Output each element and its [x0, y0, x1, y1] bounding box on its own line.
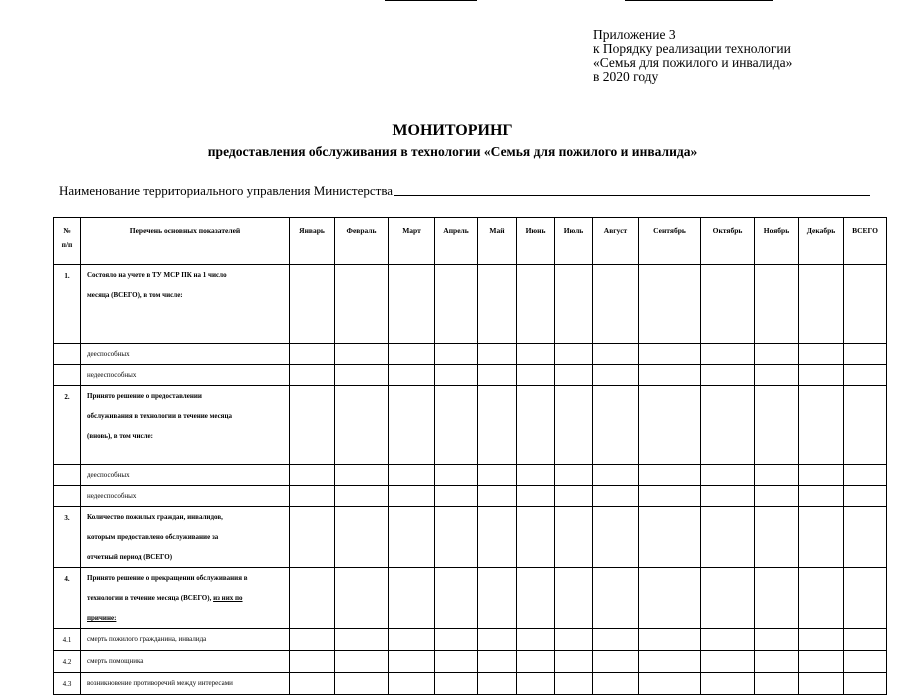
- data-cell[interactable]: [335, 344, 389, 365]
- row-number: 1.: [54, 265, 81, 344]
- management-fill-line: [394, 195, 870, 196]
- data-cell[interactable]: [844, 365, 887, 386]
- row-indicator: [81, 486, 290, 507]
- table-row: [54, 568, 887, 629]
- data-cell[interactable]: [435, 673, 478, 695]
- header-month: Июнь: [517, 218, 555, 265]
- table-row: [54, 365, 887, 386]
- data-cell[interactable]: [701, 465, 755, 486]
- indicator-line: Принято решение о предоставлении: [87, 392, 202, 400]
- data-cell[interactable]: [478, 568, 517, 629]
- data-cell[interactable]: [593, 507, 639, 568]
- data-cell[interactable]: [844, 486, 887, 507]
- header-month: Январь: [290, 218, 335, 265]
- data-cell[interactable]: [844, 673, 887, 695]
- header-month: Октябрь: [701, 218, 755, 265]
- header-month: Май: [478, 218, 517, 265]
- data-cell[interactable]: [389, 651, 435, 673]
- data-cell[interactable]: [799, 365, 844, 386]
- data-cell[interactable]: [593, 651, 639, 673]
- data-cell[interactable]: [844, 344, 887, 365]
- data-cell[interactable]: [290, 486, 335, 507]
- appendix-line: «Семья для пожилого и инвалида»: [593, 55, 793, 70]
- data-cell[interactable]: [555, 265, 593, 344]
- data-cell[interactable]: [639, 568, 701, 629]
- table-row: [54, 673, 887, 695]
- data-cell[interactable]: [639, 386, 701, 465]
- data-cell[interactable]: [517, 265, 555, 344]
- data-cell[interactable]: [478, 344, 517, 365]
- indicator-line: смерть пожилого гражданина, инвалида: [87, 635, 207, 643]
- data-cell[interactable]: [435, 344, 478, 365]
- table-row: [54, 386, 887, 465]
- data-cell[interactable]: [755, 651, 799, 673]
- data-cell[interactable]: [478, 265, 517, 344]
- table-row: [54, 465, 887, 486]
- data-cell[interactable]: [389, 344, 435, 365]
- data-cell[interactable]: [478, 386, 517, 465]
- data-cell[interactable]: [478, 465, 517, 486]
- data-cell[interactable]: [755, 465, 799, 486]
- data-cell[interactable]: [799, 507, 844, 568]
- table-body: [54, 265, 887, 695]
- data-cell[interactable]: [593, 673, 639, 695]
- row-indicator: [81, 507, 290, 568]
- data-cell[interactable]: [435, 386, 478, 465]
- data-cell[interactable]: [844, 265, 887, 344]
- data-cell[interactable]: [639, 265, 701, 344]
- management-label: Наименование территориального управления Министерства: [59, 183, 394, 198]
- data-cell[interactable]: [290, 386, 335, 465]
- data-cell[interactable]: [290, 365, 335, 386]
- data-cell[interactable]: [755, 265, 799, 344]
- data-cell[interactable]: [290, 344, 335, 365]
- row-number: 4.1: [54, 629, 81, 651]
- data-cell[interactable]: [799, 265, 844, 344]
- indicator-line: причине:: [87, 614, 117, 622]
- data-cell[interactable]: [799, 673, 844, 695]
- data-cell[interactable]: [290, 651, 335, 673]
- top-border-line-left: [385, 0, 477, 1]
- data-cell[interactable]: [435, 568, 478, 629]
- data-cell[interactable]: [290, 673, 335, 695]
- row-number: [54, 344, 81, 365]
- data-cell[interactable]: [555, 344, 593, 365]
- table-row: [54, 486, 887, 507]
- row-number: [54, 486, 81, 507]
- indicator-line: возникновение противоречий между интересами: [87, 679, 233, 687]
- data-cell[interactable]: [389, 673, 435, 695]
- row-number: 4.2: [54, 651, 81, 673]
- data-cell[interactable]: [755, 673, 799, 695]
- data-cell[interactable]: [799, 386, 844, 465]
- data-cell[interactable]: [335, 651, 389, 673]
- data-cell[interactable]: [639, 465, 701, 486]
- data-cell[interactable]: [639, 365, 701, 386]
- data-cell[interactable]: [478, 651, 517, 673]
- data-cell[interactable]: [799, 344, 844, 365]
- data-cell[interactable]: [335, 486, 389, 507]
- data-cell[interactable]: [593, 344, 639, 365]
- data-cell[interactable]: [290, 465, 335, 486]
- data-cell[interactable]: [701, 386, 755, 465]
- data-cell[interactable]: [701, 365, 755, 386]
- data-cell[interactable]: [755, 344, 799, 365]
- data-cell[interactable]: [555, 568, 593, 629]
- data-cell[interactable]: [639, 486, 701, 507]
- data-cell[interactable]: [701, 568, 755, 629]
- data-cell[interactable]: [435, 507, 478, 568]
- indicator-line: дееспособных: [87, 471, 130, 479]
- header-month: Сентябрь: [639, 218, 701, 265]
- data-cell[interactable]: [517, 486, 555, 507]
- header-month: Апрель: [435, 218, 478, 265]
- data-cell[interactable]: [290, 265, 335, 344]
- data-cell[interactable]: [701, 486, 755, 507]
- data-cell[interactable]: [335, 386, 389, 465]
- data-cell[interactable]: [844, 651, 887, 673]
- data-cell[interactable]: [335, 465, 389, 486]
- data-cell[interactable]: [389, 386, 435, 465]
- data-cell[interactable]: [517, 651, 555, 673]
- data-cell[interactable]: [335, 365, 389, 386]
- indicator-line: отчетный период (ВСЕГО): [87, 553, 173, 561]
- document-subtitle: предоставления обслуживания в технологии «Семья для пожилого и инвалида»: [207, 144, 698, 159]
- data-cell[interactable]: [555, 507, 593, 568]
- data-cell[interactable]: [435, 365, 478, 386]
- data-cell[interactable]: [555, 465, 593, 486]
- data-cell[interactable]: [593, 486, 639, 507]
- data-cell[interactable]: [755, 365, 799, 386]
- data-cell[interactable]: [555, 486, 593, 507]
- data-cell[interactable]: [593, 386, 639, 465]
- data-cell[interactable]: [555, 365, 593, 386]
- data-cell[interactable]: [389, 365, 435, 386]
- data-cell[interactable]: [701, 651, 755, 673]
- data-cell[interactable]: [701, 344, 755, 365]
- row-indicator: [81, 651, 290, 673]
- header-indicators: Перечень основных показателей: [81, 218, 290, 265]
- header-month: Ноябрь: [755, 218, 799, 265]
- data-cell[interactable]: [639, 344, 701, 365]
- indicator-line: которым предоставлено обслуживание за: [87, 533, 219, 541]
- indicator-line: недееспособных: [87, 371, 137, 379]
- header-total: ВСЕГО: [844, 218, 887, 265]
- data-cell[interactable]: [799, 465, 844, 486]
- data-cell[interactable]: [290, 507, 335, 568]
- data-cell[interactable]: [755, 386, 799, 465]
- data-cell[interactable]: [799, 486, 844, 507]
- data-cell[interactable]: [639, 507, 701, 568]
- table-header-row: [54, 218, 887, 265]
- data-cell[interactable]: [517, 386, 555, 465]
- data-cell[interactable]: [844, 465, 887, 486]
- header-month: Август: [593, 218, 639, 265]
- appendix-note: [593, 28, 792, 84]
- data-cell[interactable]: [517, 465, 555, 486]
- data-cell[interactable]: [335, 507, 389, 568]
- header-month: Февраль: [335, 218, 389, 265]
- table-row: [54, 344, 887, 365]
- table-row: [54, 265, 887, 344]
- data-cell[interactable]: [335, 265, 389, 344]
- row-number: 3.: [54, 507, 81, 568]
- header-month: Декабрь: [799, 218, 844, 265]
- data-cell[interactable]: [639, 651, 701, 673]
- underlined-text: из них по: [213, 594, 243, 602]
- header-month: Март: [389, 218, 435, 265]
- indicator-line: Состояло на учете в ТУ МСР ПК на 1 число: [87, 271, 227, 279]
- data-cell[interactable]: [799, 651, 844, 673]
- data-cell[interactable]: [701, 507, 755, 568]
- data-cell[interactable]: [435, 465, 478, 486]
- data-cell[interactable]: [701, 673, 755, 695]
- row-indicator: [81, 265, 290, 344]
- row-indicator: [81, 365, 290, 386]
- data-cell[interactable]: [435, 651, 478, 673]
- data-cell[interactable]: [844, 386, 887, 465]
- row-number: 4.: [54, 568, 81, 629]
- indicator-line: Количество пожилых граждан, инвалидов,: [87, 513, 223, 521]
- indicator-line: Принято решение о прекращении обслуживания в: [87, 574, 248, 582]
- indicator-line: смерть помощника: [87, 657, 144, 665]
- data-cell[interactable]: [435, 265, 478, 344]
- data-cell[interactable]: [844, 507, 887, 568]
- data-cell[interactable]: [555, 386, 593, 465]
- indicator-line: месяца (ВСЕГО), в том числе:: [87, 291, 183, 299]
- indicator-line: обслуживания в технологии в течение месяца: [87, 412, 233, 420]
- row-number: [54, 365, 81, 386]
- data-cell[interactable]: [290, 568, 335, 629]
- data-cell[interactable]: [799, 568, 844, 629]
- data-cell[interactable]: [555, 651, 593, 673]
- indicator-line: (вновь), в том числе:: [87, 432, 153, 440]
- header-num: № п/п: [54, 218, 81, 265]
- row-indicator: [81, 568, 290, 629]
- data-cell[interactable]: [389, 265, 435, 344]
- row-number: 4.3: [54, 673, 81, 695]
- document-title: МОНИТОРИНГ: [392, 122, 513, 139]
- data-cell[interactable]: [844, 568, 887, 629]
- data-cell[interactable]: [593, 265, 639, 344]
- data-cell[interactable]: [435, 486, 478, 507]
- data-cell[interactable]: [517, 365, 555, 386]
- appendix-line: в 2020 году: [593, 69, 659, 84]
- appendix-line: Приложение 3: [593, 27, 676, 42]
- data-cell[interactable]: [517, 568, 555, 629]
- data-cell[interactable]: [335, 568, 389, 629]
- data-cell[interactable]: [755, 507, 799, 568]
- data-cell[interactable]: [755, 486, 799, 507]
- appendix-line: к Порядку реализации технологии: [593, 41, 791, 56]
- data-cell[interactable]: [478, 673, 517, 695]
- data-cell[interactable]: [639, 673, 701, 695]
- row-indicator: [81, 673, 290, 695]
- data-cell[interactable]: [701, 265, 755, 344]
- data-cell[interactable]: [593, 568, 639, 629]
- row-indicator: [81, 386, 290, 465]
- indicator-line: технологии в течение месяца (ВСЕГО), из них по: [87, 594, 243, 602]
- data-cell[interactable]: [755, 568, 799, 629]
- monitoring-table: [53, 217, 887, 695]
- data-cell[interactable]: [478, 507, 517, 568]
- data-cell[interactable]: [389, 465, 435, 486]
- data-cell[interactable]: [389, 486, 435, 507]
- row-number: [54, 465, 81, 486]
- indicator-line: дееспособных: [87, 350, 130, 358]
- data-cell[interactable]: [555, 673, 593, 695]
- data-cell[interactable]: [478, 365, 517, 386]
- data-cell[interactable]: [335, 673, 389, 695]
- data-cell[interactable]: [517, 673, 555, 695]
- data-cell[interactable]: [389, 507, 435, 568]
- data-cell[interactable]: [517, 507, 555, 568]
- data-cell[interactable]: [517, 344, 555, 365]
- indicator-line: недееспособных: [87, 492, 137, 500]
- top-border-line-right: [625, 0, 773, 1]
- table-row: [54, 507, 887, 568]
- row-indicator: [81, 344, 290, 365]
- data-cell[interactable]: [389, 568, 435, 629]
- data-cell[interactable]: [593, 465, 639, 486]
- row-indicator: [81, 465, 290, 486]
- row-number: 2.: [54, 386, 81, 465]
- data-cell[interactable]: [593, 365, 639, 386]
- header-month: Июль: [555, 218, 593, 265]
- table-row: [54, 651, 887, 673]
- data-cell[interactable]: [478, 486, 517, 507]
